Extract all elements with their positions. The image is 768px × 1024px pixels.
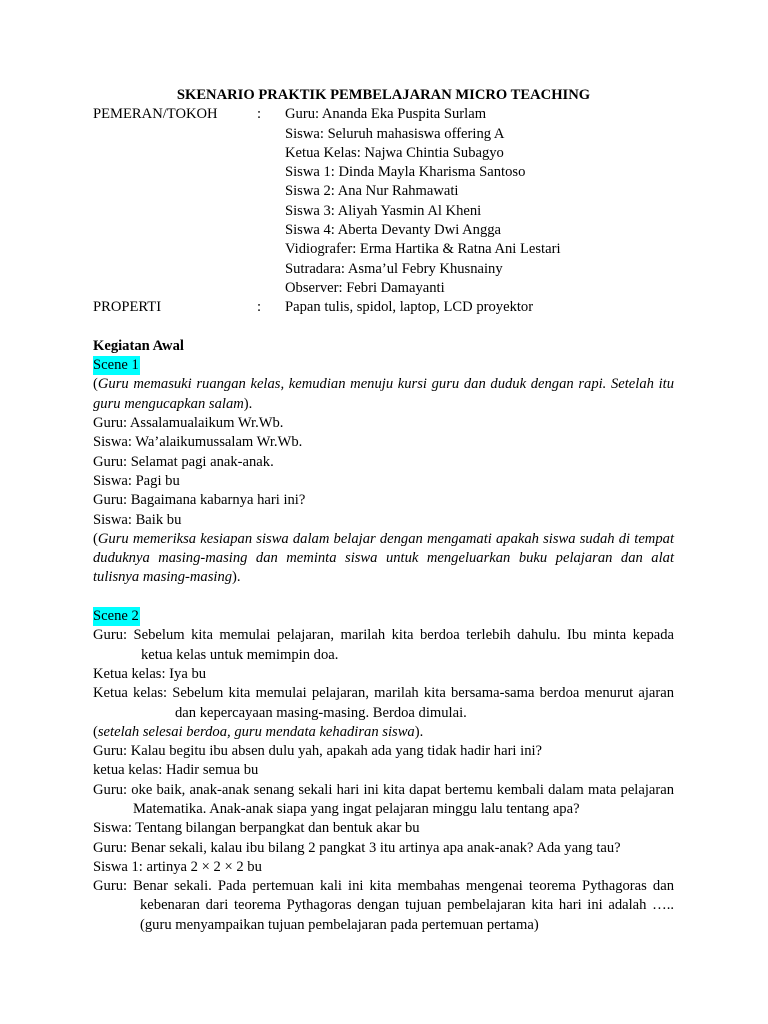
scene-1-intro xyxy=(93,375,674,414)
paren-open: ( xyxy=(93,530,98,547)
dialogue-line: Ketua kelas: Sebelum kita memulai pelajaran, marilah kita bersama-sama berdoa menurut ajaran dan kepercayaan masing-masing. Berdoa dimulai. xyxy=(93,685,674,721)
paren-open: ( xyxy=(93,376,98,393)
cast-item: Siswa 2: Ana Nur Rahmawati xyxy=(285,183,459,200)
cast-item: Siswa 4: Aberta Devanty Dwi Angga xyxy=(285,222,502,239)
cast-item: Vidiografer: Erma Hartika & Ratna Ani Lestari xyxy=(285,241,561,258)
props-value: Papan tulis, spidol, laptop, LCD proyektor xyxy=(285,299,534,316)
dialogue-line: Siswa: Tentang bilangan berpangkat dan bentuk akar bu xyxy=(93,820,420,837)
cast-item: Siswa 3: Aliyah Yasmin Al Kheni xyxy=(285,202,482,219)
cast-item: Siswa 1: Dinda Mayla Kharisma Santoso xyxy=(285,164,526,181)
spacer xyxy=(93,588,674,607)
dialogue-line: Guru: Selamat pagi anak-anak. xyxy=(93,453,274,470)
cast-colon: : xyxy=(257,106,262,123)
scene-2-label-line xyxy=(93,607,674,626)
dialogue-line: Ketua kelas: Iya bu xyxy=(93,665,207,682)
props-label: PROPERTI xyxy=(93,299,162,316)
cast-item: Siswa: Seluruh mahasiswa offering A xyxy=(285,125,505,142)
props-row xyxy=(93,298,674,317)
cast-label: PEMERAN/TOKOH xyxy=(93,106,218,123)
dialogue-line: Guru: Bagaimana kabarnya hari ini? xyxy=(93,492,306,509)
cast-item: Sutradara: Asma’ul Febry Khusnainy xyxy=(285,260,503,277)
stage-direction: setelah selesai berdoa, guru mendata kehadiran siswa xyxy=(97,723,415,740)
section-heading: Kegiatan Awal xyxy=(93,337,184,354)
paren-close: ). xyxy=(243,395,253,412)
stage-note xyxy=(93,723,674,742)
dialogue-line: Siswa: Wa’alaikumussalam Wr.Wb. xyxy=(93,434,303,451)
dialogue-line: ketua kelas: Hadir semua bu xyxy=(93,762,259,779)
dialogue-line: Siswa: Baik bu xyxy=(93,511,182,528)
cast-item: Observer: Febri Damayanti xyxy=(285,279,445,296)
dialogue-line: Guru: Benar sekali. Pada pertemuan kali ini kita membahas mengenai teorema Pythagoras dan kebenaran dari teorema Pythagoras dengan tujuan pembelajaran kita hari ini adalah ….. (guru menyampaikan tujuan pembelajaran pada pertemuan pertama) xyxy=(93,878,674,933)
paren-close: ). xyxy=(414,723,424,740)
dialogue-line: Guru: Assalamualaikum Wr.Wb. xyxy=(93,415,284,432)
cast-item: Guru: Ananda Eka Puspita Surlam xyxy=(285,106,487,123)
stage-direction: Guru memasuki ruangan kelas, kemudian menuju kursi guru dan duduk dengan rapi. Setelah itu guru mengucapkan salam xyxy=(93,376,674,412)
dialogue-line: Guru: Benar sekali, kalau ibu bilang 2 pangkat 3 itu artinya apa anak-anak? Ada yang tau? xyxy=(93,839,621,856)
dialogue-line: Guru: Kalau begitu ibu absen dulu yah, apakah ada yang tidak hadir hari ini? xyxy=(93,743,543,760)
document-title: SKENARIO PRAKTIK PEMBELAJARAN MICRO TEACHING xyxy=(176,87,591,103)
scene-1-outro xyxy=(93,530,674,588)
cast-list xyxy=(285,105,674,298)
dialogue-line: Guru: oke baik, anak-anak senang sekali hari ini kita dapat bertemu kembali dalam mata pelajaran Matematika. Anak-anak siapa yang ingat pelajaran minggu lalu tentang apa? xyxy=(93,781,674,817)
dialogue-line: Siswa: Pagi bu xyxy=(93,472,180,489)
spacer xyxy=(93,318,674,337)
scene-1-label-line xyxy=(93,356,674,375)
cast-row xyxy=(93,105,674,298)
scene-2-label: Scene 2 xyxy=(93,607,140,626)
stage-direction: Guru memeriksa kesiapan siswa dalam belajar dengan mengamati apakah siswa sudah di tempat duduknya masing-masing dan meminta siswa untuk mengeluarkan buku pelajaran dan alat tulisnya masing-masing xyxy=(93,530,674,586)
cast-item: Ketua Kelas: Najwa Chintia Subagyo xyxy=(285,144,504,161)
dialogue-line: Siswa 1: artinya 2 × 2 × 2 bu xyxy=(93,858,262,875)
dialogue-line: Guru: Sebelum kita memulai pelajaran, marilah kita berdoa terlebih dahulu. Ibu minta kepada ketua kelas untuk memimpin doa. xyxy=(93,627,674,663)
scene-1-label: Scene 1 xyxy=(93,356,140,375)
paren-open: ( xyxy=(93,723,98,740)
paren-close: ). xyxy=(232,569,241,586)
props-colon: : xyxy=(257,299,262,316)
